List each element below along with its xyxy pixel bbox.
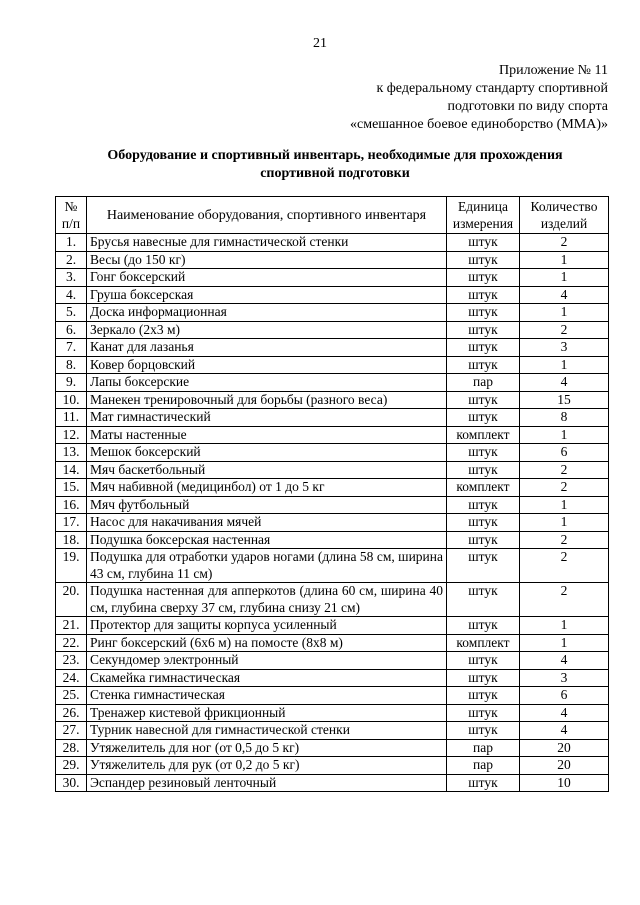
table-row: [56, 514, 609, 532]
row-number: 9.: [56, 374, 87, 392]
row-quantity: 2: [520, 549, 609, 583]
row-quantity: 3: [520, 339, 609, 357]
row-item-name: Подушка для отработки ударов ногами (длина 58 см, ширина 43 см, глубина 11 см): [87, 549, 447, 583]
document-title: [60, 147, 610, 183]
row-unit: штук: [447, 687, 520, 705]
appendix-line-2: к федеральному стандарту спортивной: [376, 81, 608, 96]
row-number: 24.: [56, 669, 87, 687]
header-quantity: [520, 197, 609, 234]
row-number: 14.: [56, 461, 87, 479]
row-unit: штук: [447, 583, 520, 617]
row-item-name: Подушка настенная для апперкотов (длина 60 см, ширина 40 см, глубина сверху 37 см, глубина снизу 21 см): [87, 583, 447, 617]
row-unit: пар: [447, 739, 520, 757]
row-number: 18.: [56, 531, 87, 549]
row-number: 17.: [56, 514, 87, 532]
row-unit: штук: [447, 234, 520, 252]
table-row: [56, 669, 609, 687]
page-number: 21: [313, 36, 327, 51]
table-row: [56, 652, 609, 670]
header-number: [56, 197, 87, 234]
row-quantity: 4: [520, 722, 609, 740]
row-number: 10.: [56, 391, 87, 409]
row-item-name: Канат для лазанья: [87, 339, 447, 357]
row-quantity: 20: [520, 739, 609, 757]
row-quantity: 1: [520, 514, 609, 532]
table-row: [56, 549, 609, 583]
row-unit: штук: [447, 461, 520, 479]
table-row: [56, 617, 609, 635]
appendix-header: [288, 62, 608, 134]
row-unit: штук: [447, 339, 520, 357]
table-row: [56, 269, 609, 287]
row-item-name: Скамейка гимнастическая: [87, 669, 447, 687]
row-item-name: Маты настенные: [87, 426, 447, 444]
row-quantity: 2: [520, 321, 609, 339]
row-number: 25.: [56, 687, 87, 705]
appendix-line-3: подготовки по виду спорта: [447, 99, 608, 114]
row-unit: штук: [447, 356, 520, 374]
equipment-table: [55, 196, 609, 792]
row-unit: штук: [447, 321, 520, 339]
row-item-name: Мяч баскетбольный: [87, 461, 447, 479]
header-unit-line-2: измерения: [452, 216, 514, 231]
row-number: 19.: [56, 549, 87, 583]
row-quantity: 1: [520, 304, 609, 322]
row-quantity: 4: [520, 652, 609, 670]
row-item-name: Стенка гимнастическая: [87, 687, 447, 705]
table-row: [56, 461, 609, 479]
table-row: [56, 531, 609, 549]
row-quantity: 2: [520, 234, 609, 252]
header-unit: [447, 197, 520, 234]
row-unit: штук: [447, 669, 520, 687]
row-quantity: 1: [520, 426, 609, 444]
row-item-name: Эспандер резиновый ленточный: [87, 774, 447, 792]
row-quantity: 15: [520, 391, 609, 409]
row-item-name: Весы (до 150 кг): [87, 251, 447, 269]
header-unit-line-1: Единица: [457, 199, 508, 214]
table-row: [56, 757, 609, 775]
table-row: [56, 286, 609, 304]
row-quantity: 8: [520, 409, 609, 427]
row-number: 28.: [56, 739, 87, 757]
row-item-name: Мяч набивной (медицинбол) от 1 до 5 кг: [87, 479, 447, 497]
row-quantity: 1: [520, 251, 609, 269]
row-number: 20.: [56, 583, 87, 617]
row-number: 29.: [56, 757, 87, 775]
row-number: 2.: [56, 251, 87, 269]
row-number: 30.: [56, 774, 87, 792]
table-header-row: [56, 197, 609, 234]
appendix-line-1: Приложение № 11: [499, 63, 608, 78]
row-number: 22.: [56, 634, 87, 652]
row-quantity: 20: [520, 757, 609, 775]
table-row: [56, 356, 609, 374]
table-row: [56, 583, 609, 617]
row-number: 1.: [56, 234, 87, 252]
row-number: 5.: [56, 304, 87, 322]
row-item-name: Ринг боксерский (6х6 м) на помосте (8х8 м): [87, 634, 447, 652]
table-row: [56, 774, 609, 792]
row-item-name: Мешок боксерский: [87, 444, 447, 462]
row-unit: штук: [447, 269, 520, 287]
document-title-line-2: спортивной подготовки: [260, 166, 410, 181]
row-number: 16.: [56, 496, 87, 514]
row-quantity: 1: [520, 496, 609, 514]
row-unit: штук: [447, 444, 520, 462]
row-number: 13.: [56, 444, 87, 462]
row-quantity: 2: [520, 531, 609, 549]
row-number: 23.: [56, 652, 87, 670]
row-item-name: Утяжелитель для рук (от 0,2 до 5 кг): [87, 757, 447, 775]
row-item-name: Брусья навесные для гимнастической стенки: [87, 234, 447, 252]
header-quantity-line-1: Количество: [530, 199, 598, 214]
table-row: [56, 321, 609, 339]
row-unit: комплект: [447, 426, 520, 444]
row-quantity: 3: [520, 669, 609, 687]
table-row: [56, 704, 609, 722]
row-item-name: Насос для накачивания мячей: [87, 514, 447, 532]
row-unit: штук: [447, 722, 520, 740]
row-number: 12.: [56, 426, 87, 444]
row-item-name: Тренажер кистевой фрикционный: [87, 704, 447, 722]
row-item-name: Утяжелитель для ног (от 0,5 до 5 кг): [87, 739, 447, 757]
row-number: 6.: [56, 321, 87, 339]
row-item-name: Секундомер электронный: [87, 652, 447, 670]
table-row: [56, 374, 609, 392]
row-number: 27.: [56, 722, 87, 740]
table-row: [56, 722, 609, 740]
table-row: [56, 251, 609, 269]
row-unit: комплект: [447, 479, 520, 497]
row-unit: штук: [447, 496, 520, 514]
table-row: [56, 339, 609, 357]
row-unit: комплект: [447, 634, 520, 652]
table-row: [56, 496, 609, 514]
row-unit: штук: [447, 652, 520, 670]
row-number: 26.: [56, 704, 87, 722]
row-quantity: 1: [520, 634, 609, 652]
row-item-name: Лапы боксерские: [87, 374, 447, 392]
table-row: [56, 634, 609, 652]
row-item-name: Зеркало (2х3 м): [87, 321, 447, 339]
table-row: [56, 304, 609, 322]
row-item-name: Мат гимнастический: [87, 409, 447, 427]
row-number: 15.: [56, 479, 87, 497]
row-quantity: 2: [520, 461, 609, 479]
row-number: 8.: [56, 356, 87, 374]
row-unit: штук: [447, 774, 520, 792]
row-item-name: Гонг боксерский: [87, 269, 447, 287]
row-item-name: Мяч футбольный: [87, 496, 447, 514]
row-quantity: 1: [520, 356, 609, 374]
table-row: [56, 479, 609, 497]
row-unit: штук: [447, 409, 520, 427]
row-unit: пар: [447, 757, 520, 775]
row-unit: штук: [447, 251, 520, 269]
row-unit: штук: [447, 514, 520, 532]
row-quantity: 2: [520, 479, 609, 497]
header-number-line-2: п/п: [61, 216, 81, 231]
row-unit: штук: [447, 531, 520, 549]
table-row: [56, 234, 609, 252]
row-quantity: 10: [520, 774, 609, 792]
document-title-line-1: Оборудование и спортивный инвентарь, необходимые для прохождения: [107, 148, 563, 163]
table-row: [56, 687, 609, 705]
row-number: 3.: [56, 269, 87, 287]
row-quantity: 2: [520, 583, 609, 617]
row-number: 11.: [56, 409, 87, 427]
row-quantity: 1: [520, 617, 609, 635]
row-item-name: Доска информационная: [87, 304, 447, 322]
table-row: [56, 426, 609, 444]
row-unit: штук: [447, 391, 520, 409]
row-number: 21.: [56, 617, 87, 635]
row-quantity: 4: [520, 286, 609, 304]
row-item-name: Груша боксерская: [87, 286, 447, 304]
row-item-name: Ковер борцовский: [87, 356, 447, 374]
table-row: [56, 444, 609, 462]
table-row: [56, 739, 609, 757]
row-unit: штук: [447, 704, 520, 722]
row-quantity: 4: [520, 374, 609, 392]
row-quantity: 6: [520, 687, 609, 705]
table-row: [56, 391, 609, 409]
row-unit: штук: [447, 304, 520, 322]
row-number: 7.: [56, 339, 87, 357]
row-unit: штук: [447, 286, 520, 304]
row-number: 4.: [56, 286, 87, 304]
header-number-line-1: №: [64, 199, 78, 214]
appendix-line-4: «смешанное боевое единоборство (ММА)»: [350, 117, 608, 132]
table-row: [56, 409, 609, 427]
row-item-name: Манекен тренировочный для борьбы (разного веса): [87, 391, 447, 409]
row-quantity: 6: [520, 444, 609, 462]
row-item-name: Протектор для защиты корпуса усиленный: [87, 617, 447, 635]
header-quantity-line-2: изделий: [540, 216, 588, 231]
header-name: Наименование оборудования, спортивного инвентаря: [87, 197, 447, 234]
row-item-name: Турник навесной для гимнастической стенки: [87, 722, 447, 740]
row-item-name: Подушка боксерская настенная: [87, 531, 447, 549]
row-quantity: 4: [520, 704, 609, 722]
row-unit: штук: [447, 549, 520, 583]
row-unit: пар: [447, 374, 520, 392]
row-quantity: 1: [520, 269, 609, 287]
row-unit: штук: [447, 617, 520, 635]
